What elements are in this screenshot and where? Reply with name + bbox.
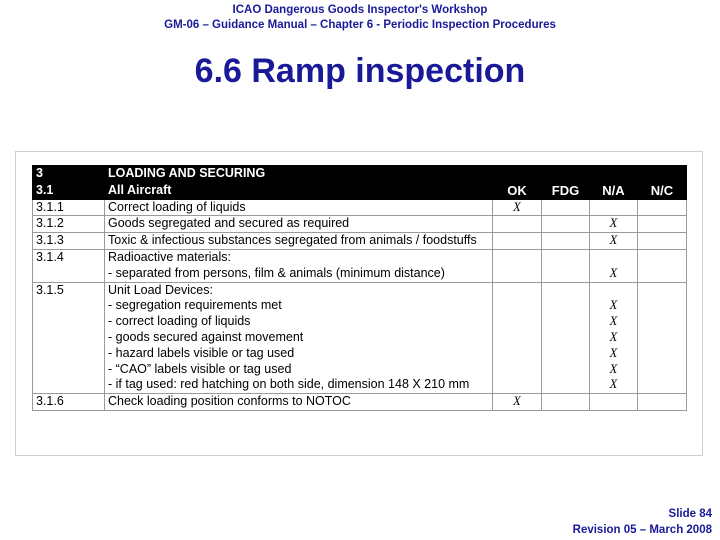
mark-nc: [638, 282, 687, 298]
mark-na: [590, 199, 638, 216]
table-row: [33, 266, 687, 282]
subsection-number: 3.1: [33, 182, 105, 199]
item-description: Toxic & infectious substances segregated from animals / foodstuffs: [105, 233, 493, 250]
revision-date: Revision 05 – March 2008: [572, 523, 712, 536]
column-header-fdg: FDG: [542, 182, 590, 199]
item-number: [33, 377, 105, 393]
mark-fdg: [542, 199, 590, 216]
ramp-inspection-table: [32, 165, 687, 411]
table-row: [33, 330, 687, 346]
table-row: [33, 216, 687, 233]
item-description: - separated from persons, film & animals (minimum distance): [105, 266, 493, 282]
item-description: - segregation requirements met: [105, 298, 493, 314]
item-description: Goods segregated and secured as required: [105, 216, 493, 233]
column-header-ok: OK: [493, 182, 542, 199]
item-number: 3.1.6: [33, 394, 105, 411]
item-number: [33, 330, 105, 346]
mark-fdg: [542, 216, 590, 233]
table-row: [33, 362, 687, 378]
mark-nc: [638, 249, 687, 265]
mark-ok: [493, 233, 542, 250]
slide-number: Slide 84: [668, 508, 712, 520]
mark-na: X: [590, 233, 638, 250]
item-number: [33, 346, 105, 362]
item-description: - correct loading of liquids: [105, 314, 493, 330]
table-row: [33, 233, 687, 250]
item-description: - “CAO” labels visible or tag used: [105, 362, 493, 378]
manual-reference: GM-06 – Guidance Manual – Chapter 6 - Periodic Inspection Procedures: [164, 19, 556, 31]
mark-na: X: [590, 362, 638, 378]
section-number: 3: [33, 166, 105, 183]
slide-footer: [573, 507, 712, 538]
mark-nc: [638, 377, 687, 393]
item-description: Correct loading of liquids: [105, 199, 493, 216]
mark-ok: [493, 362, 542, 378]
mark-na: [590, 394, 638, 411]
table-row: [33, 249, 687, 265]
mark-fdg: [542, 233, 590, 250]
mark-fdg: [542, 346, 590, 362]
mark-na: X: [590, 216, 638, 233]
item-number: [33, 314, 105, 330]
item-description: Check loading position conforms to NOTOC: [105, 394, 493, 411]
mark-ok: [493, 266, 542, 282]
table-row: [33, 298, 687, 314]
mark-nc: [638, 314, 687, 330]
mark-na: [590, 282, 638, 298]
table-row: [33, 199, 687, 216]
item-description: Radioactive materials:: [105, 249, 493, 265]
table-row: [33, 394, 687, 411]
table-row: [33, 282, 687, 298]
item-description: - goods secured against movement: [105, 330, 493, 346]
mark-nc: [638, 394, 687, 411]
mark-fdg: [542, 298, 590, 314]
item-number: 3.1.5: [33, 282, 105, 298]
mark-ok: X: [493, 394, 542, 411]
item-number: 3.1.1: [33, 199, 105, 216]
mark-ok: [493, 314, 542, 330]
section-title: LOADING AND SECURING: [105, 166, 493, 183]
table-row: [33, 377, 687, 393]
mark-fdg: [542, 249, 590, 265]
mark-fdg: [542, 377, 590, 393]
subsection-header-row: [33, 182, 687, 199]
section-header-row: [33, 166, 687, 183]
item-number: [33, 362, 105, 378]
mark-na: X: [590, 314, 638, 330]
item-number: 3.1.2: [33, 216, 105, 233]
mark-na: X: [590, 330, 638, 346]
mark-fdg: [542, 314, 590, 330]
item-number: [33, 266, 105, 282]
mark-nc: [638, 266, 687, 282]
mark-fdg: [542, 330, 590, 346]
mark-nc: [638, 233, 687, 250]
mark-nc: [638, 298, 687, 314]
item-description: Unit Load Devices:: [105, 282, 493, 298]
mark-fdg: [542, 282, 590, 298]
mark-ok: [493, 330, 542, 346]
mark-na: X: [590, 346, 638, 362]
mark-ok: X: [493, 199, 542, 216]
mark-fdg: [542, 394, 590, 411]
item-number: [33, 298, 105, 314]
mark-ok: [493, 249, 542, 265]
mark-nc: [638, 199, 687, 216]
mark-na: X: [590, 298, 638, 314]
mark-na: X: [590, 377, 638, 393]
item-description: - if tag used: red hatching on both side, dimension 148 X 210 mm: [105, 377, 493, 393]
table-row: [33, 314, 687, 330]
table-row: [33, 346, 687, 362]
mark-na: X: [590, 266, 638, 282]
mark-na: [590, 249, 638, 265]
mark-ok: [493, 298, 542, 314]
mark-fdg: [542, 266, 590, 282]
column-header-nc: N/C: [638, 182, 687, 199]
mark-nc: [638, 346, 687, 362]
workshop-title: ICAO Dangerous Goods Inspector's Workshop: [232, 4, 488, 16]
mark-ok: [493, 377, 542, 393]
subsection-title: All Aircraft: [105, 182, 493, 199]
item-number: 3.1.4: [33, 249, 105, 265]
item-number: 3.1.3: [33, 233, 105, 250]
mark-ok: [493, 282, 542, 298]
mark-nc: [638, 362, 687, 378]
mark-nc: [638, 216, 687, 233]
mark-nc: [638, 330, 687, 346]
mark-fdg: [542, 362, 590, 378]
mark-ok: [493, 346, 542, 362]
column-header-na: N/A: [590, 182, 638, 199]
mark-ok: [493, 216, 542, 233]
item-description: - hazard labels visible or tag used: [105, 346, 493, 362]
slide-title: 6.6 Ramp inspection: [194, 52, 526, 90]
